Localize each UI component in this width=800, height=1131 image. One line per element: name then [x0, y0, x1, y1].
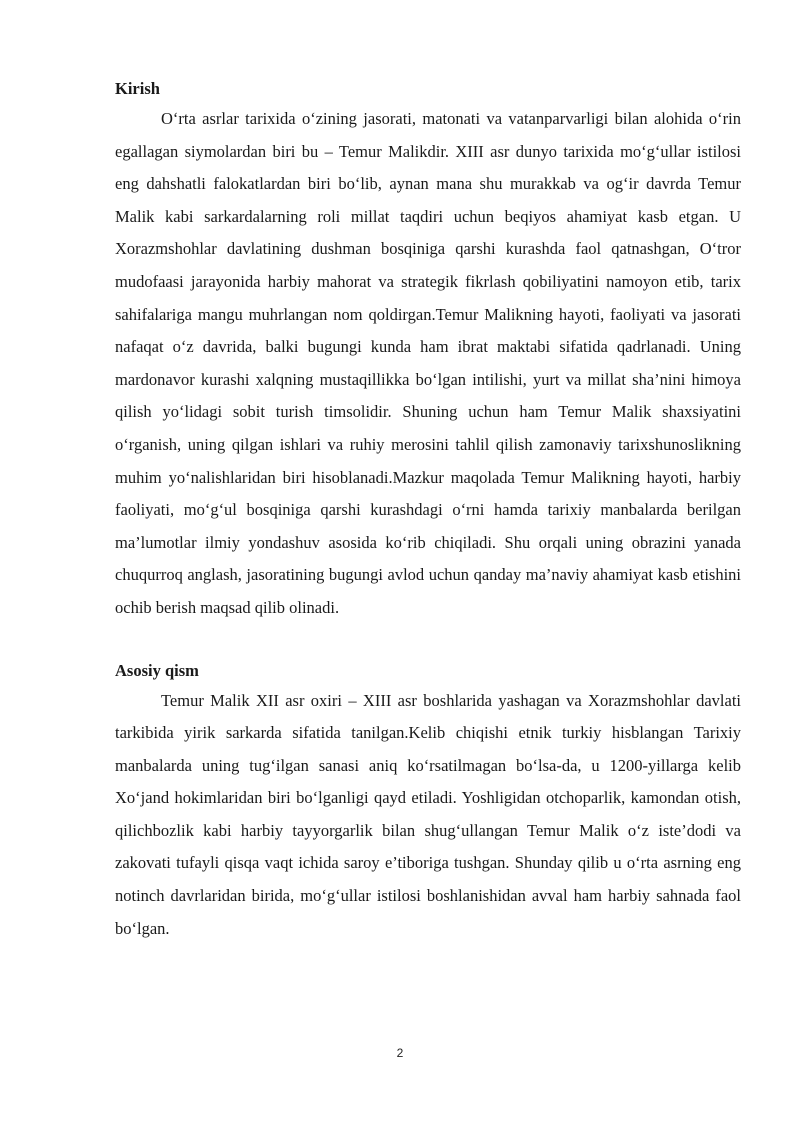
section-introduction — [115, 74, 741, 625]
introduction-paragraph: O‘rta asrlar tarixida o‘zining jasorati, matonati va vatanparvarligi bilan alohida o‘rin egallagan siymolardan biri bu – Temur Malikdir. XIII asr dunyo tarixida mo‘g‘ullar istilosi eng dahshatli falokatlardan biri bo‘lib, aynan mana shu murakkab va og‘ir davrda Temur Malik kabi sarkardalarning roli millat taqdiri uchun beqiyos ahamiyat kasb etgan. U Xorazmshohlar davlatining dushman bosqiniga qarshi kurashda faol qatnashgan, O‘tror mudofaasi jarayonida harbiy mahorat va strategik fikrlash qobiliyatini namoyon etib, tarix sahifalariga mangu muhrlangan nom qoldirgan.Temur Malikning hayoti, faoliyati va jasorati nafaqat o‘z davrida, balki bugungi kunda ham ibrat maktabi sifatida qadrlanadi. Uning mardonavor kurashi xalqning mustaqillikka bo‘lgan intilishi, yurt va millat sha’nini himoya qilish yo‘lidagi sobit turish timsolidir. Shuning uchun ham Temur Malik shaxsiyatini o‘rganish, uning qilgan ishlari va ruhiy merosini tahlil qilish zamonaviy tarixshunoslikning muhim yo‘nalishlaridan biri hisoblanadi.Mazkur maqolada Temur Malikning hayoti, harbiy faoliyati, mo‘g‘ul bosqiniga qarshi kurashdagi o‘rni hamda tarixiy manbalarda berilgan ma’lumotlar ilmiy yondashuv asosida ko‘rib chiqiladi. Shu orqali uning obrazini yanada chuqurroq anglash, jasoratining bugungi avlod uchun qanday ma’naviy ahamiyat kasb etishini ochib berish maqsad qilib olinadi. — [115, 109, 741, 617]
section-heading-kirish: Kirish — [115, 79, 160, 98]
document-page — [115, 74, 741, 945]
section-heading-asosiy-qism: Asosiy qism — [115, 660, 199, 680]
section-spacer — [115, 625, 741, 656]
page-number: 2 — [396, 1046, 404, 1060]
main-part-paragraph: Temur Malik XII asr oxiri – XIII asr boshlarida yashagan va Xorazmshohlar davlati tarkibida yirik sarkarda sifatida tanilgan.Kelib chiqishi etnik turkiy hisblangan Tarixiy manbalarda uning tug‘ilgan sanasi aniq ko‘rsatilmagan bo‘lsa-da, u 1200-yillarga kelib Xo‘jand hokimlaridan biri bo‘lganligi qayd etiladi. Yoshligidan otchoparlik, kamondan otish, qilichbozlik kabi harbiy tayyorgarlik bilan shug‘ullangan Temur Malik o‘z iste’dodi va zakovati tufayli qisqa vaqt ichida saroy e’tiboriga tushgan. Shunday qilib u o‘rta asrning eng notinch davrlaridan birida, mo‘g‘ullar istilosi boshlanishidan avval ham harbiy sahnada faol bo‘lgan. — [115, 690, 741, 938]
section-main-part — [115, 656, 741, 946]
